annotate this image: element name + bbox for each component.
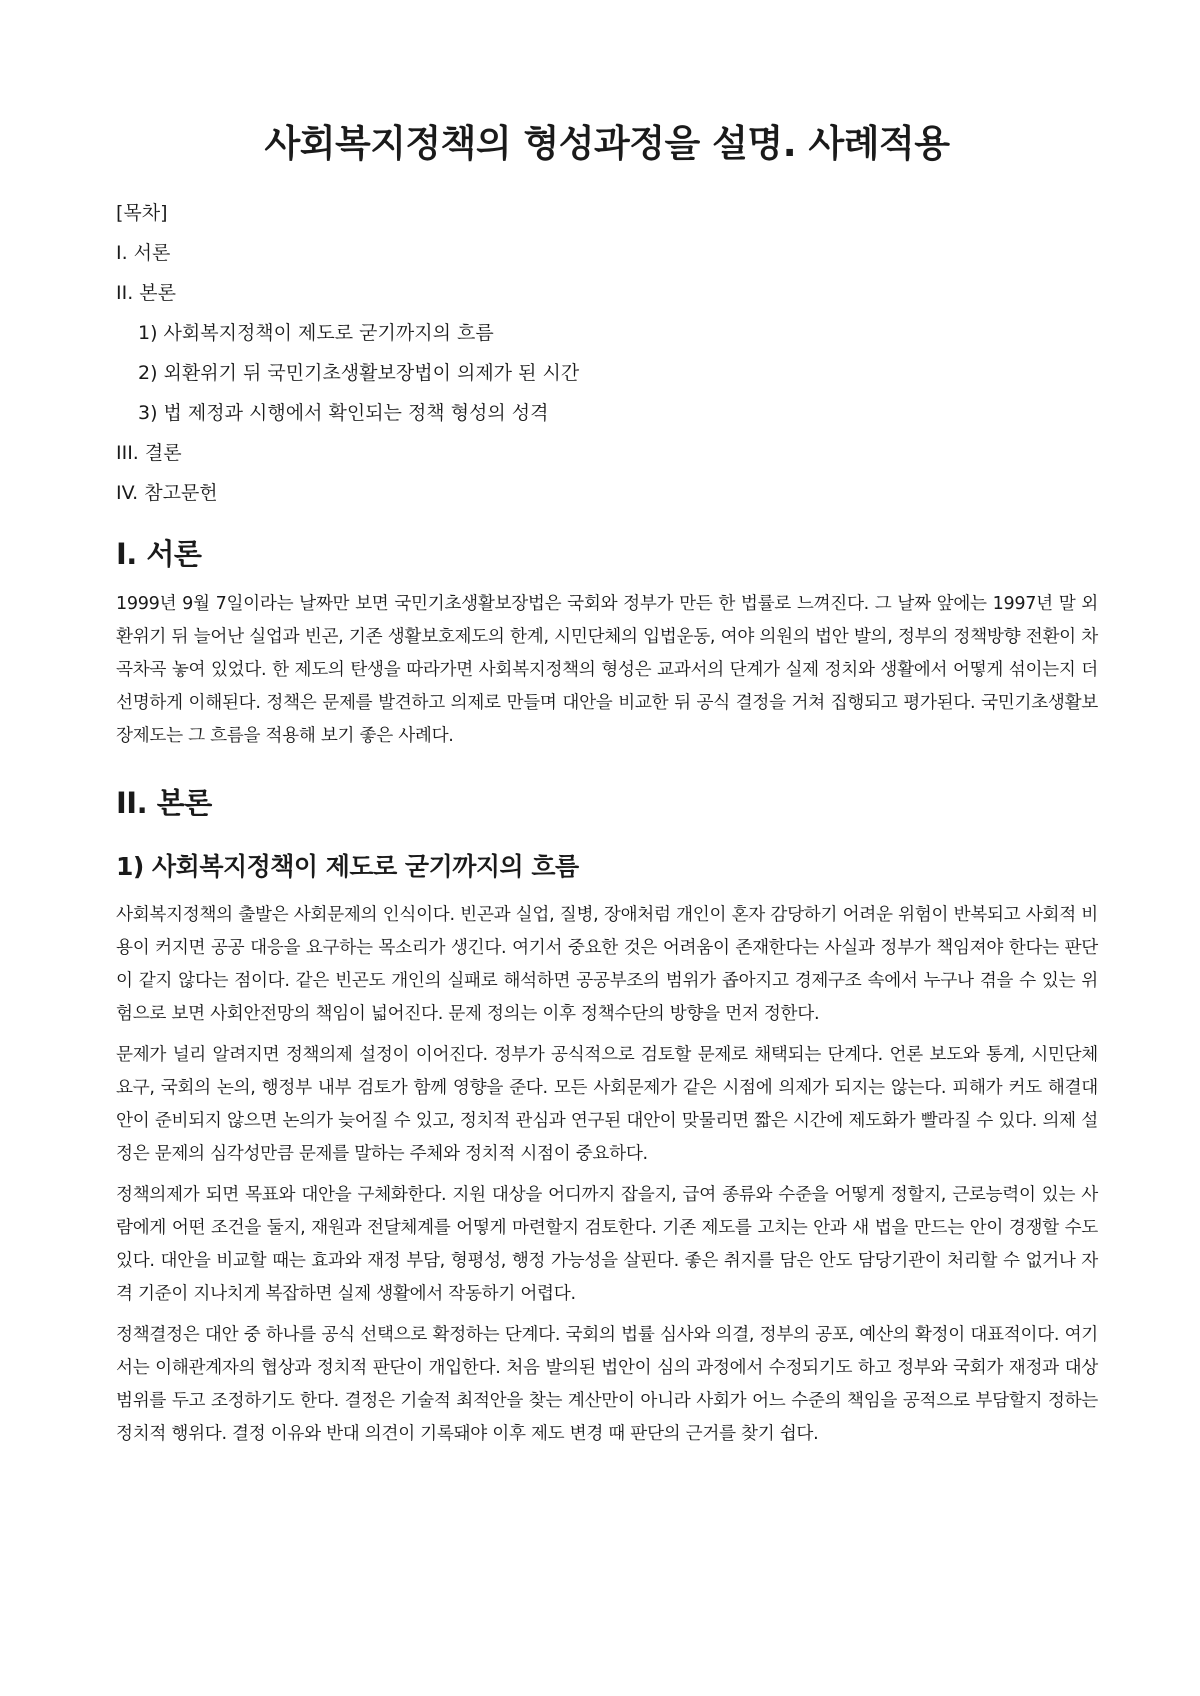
section-heading-body: II. 본론 (116, 786, 212, 820)
toc-heading: [목차] (116, 202, 168, 224)
section-heading-intro: I. 서론 (116, 537, 202, 571)
body-paragraph: 정책의제가 되면 목표와 대안을 구체화한다. 지원 대상을 어디까지 잡을지, 급여 종류와 수준을 어떻게 정할지, 근로능력이 있는 사람에게 어떤 조건을 둘지, 재원과 전달체계를 어떻게 마련할지 검토한다. 기존 제도를 고치는 안과 새 법을 만드는 안이 경쟁할 수도 있다. 대안을 비교할 때는 효과와 재정 부담, 형평성, 행정 가능성을 살핀다. 좋은 취지를 담은 안도 담당기관이 처리할 수 없거나 자격 기준이 지나치게 복잡하면 실제 생활에서 작동하기 어렵다. (116, 1185, 1098, 1304)
toc-item-conclusion: III. 결론 (116, 442, 182, 464)
body-paragraph: 문제가 널리 알려지면 정책의제 설정이 이어진다. 정부가 공식적으로 검토할 문제로 채택되는 단계다. 언론 보도와 통계, 시민단체 요구, 국회의 논의, 행정부 내부 검토가 함께 영향을 준다. 모든 사회문제가 같은 시점에 의제가 되지는 않는다. 피해가 커도 해결대안이 준비되지 않으면 논의가 늦어질 수 있고, 정치적 관심과 연구된 대안이 맞물리면 짧은 시간에 제도화가 빨라질 수 있다. 의제 설정은 문제의 심각성만큼 문제를 말하는 주체와 정치적 시점이 중요하다. (116, 1045, 1098, 1164)
intro-paragraph: 1999년 9월 7일이라는 날짜만 보면 국민기초생활보장법은 국회와 정부가 만든 한 법률로 느껴진다. 그 날짜 앞에는 1997년 말 외환위기 뒤 늘어난 실업과 빈곤, 기존 생활보호제도의 한계, 시민단체의 입법운동, 여야 의원의 법안 발의, 정부의 정책방향 전환이 차곡차곡 놓여 있었다. 한 제도의 탄생을 따라가면 사회복지정책의 형성은 교과서의 단계가 실제 정치와 생활에서 어떻게 섞이는지 더 선명하게 이해된다. 정책은 문제를 발견하고 의제로 만들며 대안을 비교한 뒤 공식 결정을 거쳐 집행되고 평가된다. 국민기초생활보장제도는 그 흐름을 적용해 보기 좋은 사례다. (116, 594, 1098, 746)
body-paragraph: 정책결정은 대안 중 하나를 공식 선택으로 확정하는 단계다. 국회의 법률 심사와 의결, 정부의 공포, 예산의 확정이 대표적이다. 여기서는 이해관계자의 협상과 정치적 판단이 개입한다. 처음 발의된 법안이 심의 과정에서 수정되기도 하고 정부와 국회가 재정과 대상 범위를 두고 조정하기도 한다. 결정은 기술적 최적안을 찾는 계산만이 아니라 사회가 어느 수준의 책임을 공적으로 부담할지 정하는 정치적 행위다. 결정 이유와 반대 의견이 기록돼야 이후 제도 변경 때 판단의 근거를 찾기 쉽다. (116, 1325, 1098, 1444)
table-of-contents (116, 200, 1098, 506)
toc-item-body-2: 2) 외환위기 뒤 국민기초생활보장법이 의제가 된 시간 (138, 362, 580, 384)
toc-item-body-3: 3) 법 제정과 시행에서 확인되는 정책 형성의 성격 (138, 402, 549, 424)
toc-item-body-1: 1) 사회복지정책이 제도로 굳기까지의 흐름 (138, 322, 494, 344)
document-title: 사회복지정책의 형성과정을 설명. 사례적용 (264, 122, 950, 165)
toc-item-intro: I. 서론 (116, 242, 171, 264)
toc-item-body: II. 본론 (116, 282, 176, 304)
body-paragraph: 사회복지정책의 출발은 사회문제의 인식이다. 빈곤과 실업, 질병, 장애처럼 개인이 혼자 감당하기 어려운 위험이 반복되고 사회적 비용이 커지면 공공 대응을 요구하는 목소리가 생긴다. 여기서 중요한 것은 어려움이 존재한다는 사실과 정부가 책임져야 한다는 판단이 같지 않다는 점이다. 같은 빈곤도 개인의 실패로 해석하면 공공부조의 범위가 좁아지고 경제구조 속에서 누구나 겪을 수 있는 위험으로 보면 사회안전망의 책임이 넓어진다. 문제 정의는 이후 정책수단의 방향을 먼저 정한다. (116, 905, 1098, 1024)
subsection-heading-1: 1) 사회복지정책이 제도로 굳기까지의 흐름 (116, 852, 579, 881)
toc-item-references: IV. 참고문헌 (116, 482, 218, 504)
